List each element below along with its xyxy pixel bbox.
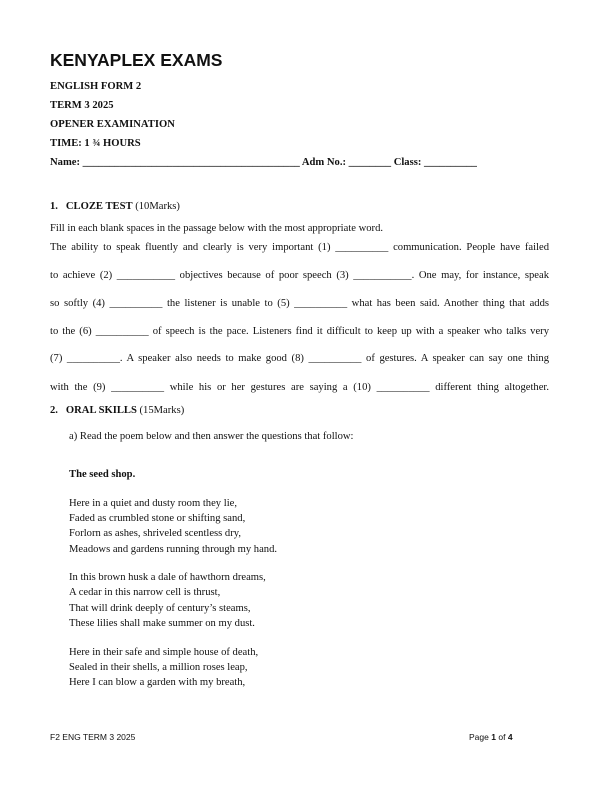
poem-title: The seed shop. — [69, 469, 136, 480]
poem-line: Meadows and gardens running through my hand. — [69, 544, 278, 555]
cloze-line: (7) __________. A speaker also needs to make good (8) __________ of gestures. A speaker can say one thing — [50, 353, 549, 364]
poem-line: Here in their safe and simple house of death, — [69, 647, 259, 658]
poem-line: A cedar in this narrow cell is thrust, — [69, 587, 221, 598]
time-line: TIME: 1 ¾ HOURS — [50, 138, 141, 149]
exam-title: KENYAPLEX EXAMS — [50, 50, 223, 70]
section2-heading: 2. ORAL SKILLS (15Marks) — [50, 405, 185, 416]
cloze-line: so softly (4) __________ the listener is unable to (5) __________ what has been said. Another thing that adds — [50, 298, 549, 309]
subject-line: ENGLISH FORM 2 — [50, 81, 142, 92]
poem-line: Faded as crumbled stone or shifting sand, — [69, 513, 246, 524]
poem-line: These lilies shall make summer on my dust. — [69, 618, 255, 629]
poem-line: Forlorn as ashes, shriveled scentless dry, — [69, 528, 242, 539]
cloze-line: The ability to speak fluently and clearly is very important (1) __________ communication. People have failed — [50, 242, 549, 253]
poem-line: Here I can blow a garden with my breath, — [69, 677, 246, 688]
cloze-line: to the (6) __________ of speech is the pace. Listeners find it difficult to keep up with a speaker who talks very — [50, 326, 549, 337]
poem-line: That will drink deeply of century’s steams, — [69, 603, 251, 614]
poem-line: Here in a quiet and dusty room they lie, — [69, 498, 237, 509]
question-a: a) Read the poem below and then answer the questions that follow: — [69, 431, 354, 442]
poem-line: Sealed in their shells, a million roses leap, — [69, 662, 248, 673]
page-number: Page 1 of 4 — [469, 732, 513, 742]
cloze-line: to achieve (2) ___________ objectives because of poor speech (3) ___________. One may, for instance, speak — [50, 270, 549, 281]
section1-heading: 1. CLOZE TEST (10Marks) — [50, 201, 180, 212]
term-line: TERM 3 2025 — [50, 100, 114, 111]
exam-type-line: OPENER EXAMINATION — [50, 119, 175, 130]
footer-left: F2 ENG TERM 3 2025 — [50, 732, 136, 742]
poem-line: In this brown husk a dale of hawthorn dreams, — [69, 572, 266, 583]
name-adm-class-line: Name: _________________________________________ Adm No.: ________ Class: __________ — [50, 157, 477, 168]
cloze-instruction: Fill in each blank spaces in the passage below with the most appropriate word. — [50, 223, 384, 234]
cloze-line: with the (9) __________ while his or her gestures are saying a (10) __________ different thing altogether. — [50, 382, 549, 393]
